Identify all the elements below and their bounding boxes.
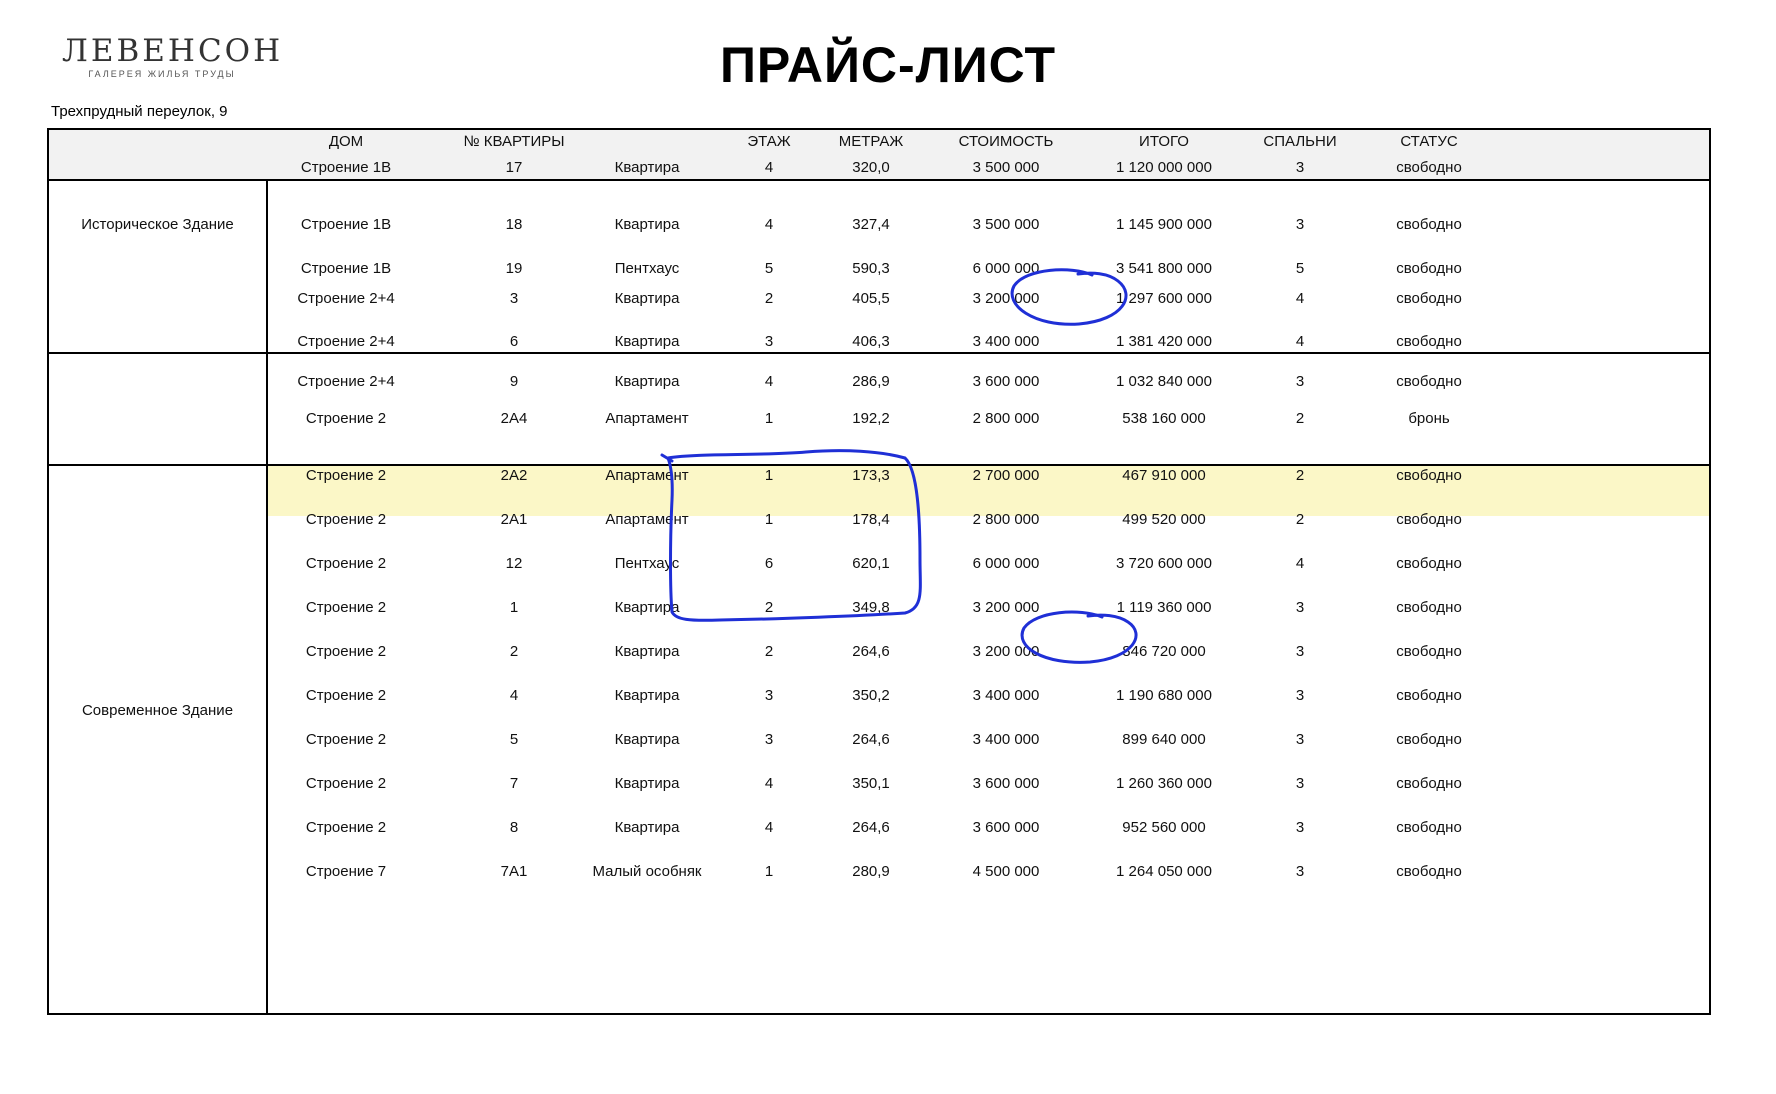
cell-area: 264,6 bbox=[852, 819, 890, 836]
cell-price: 3 500 000 bbox=[972, 216, 1040, 233]
cell-apartment-number: 3 bbox=[509, 290, 519, 307]
cell-bedrooms: 4 bbox=[1295, 290, 1305, 307]
cell-status: свободно bbox=[1396, 290, 1462, 307]
cell-total: 1 381 420 000 bbox=[1116, 333, 1212, 350]
cell-house: Строение 2 bbox=[305, 775, 387, 792]
cell-floor: 1 bbox=[764, 511, 774, 528]
cell-status: свободно bbox=[1396, 863, 1462, 880]
cell-price: 2 700 000 bbox=[972, 467, 1040, 484]
cell-total: 467 910 000 bbox=[1122, 467, 1206, 484]
cell-apartment-number: 8 bbox=[509, 819, 519, 836]
cell-floor: 4 bbox=[764, 775, 774, 792]
cell-type: Квартира bbox=[614, 333, 680, 350]
cell-bedrooms: 2 bbox=[1295, 467, 1305, 484]
cell-floor: 5 bbox=[764, 260, 774, 277]
cell-status: свободно bbox=[1396, 555, 1462, 572]
cell-type: Малый особняк bbox=[592, 863, 702, 880]
cell-apartment-number: 5 bbox=[509, 731, 519, 748]
column-header-house: ДОМ bbox=[328, 133, 364, 150]
logo-tagline: ГАЛЕРЕЯ ЖИЛЬЯ ТРУДЫ bbox=[88, 69, 236, 79]
cell-status: бронь bbox=[1408, 410, 1450, 427]
cell-floor: 4 bbox=[764, 216, 774, 233]
column-header-floor: ЭТАЖ bbox=[747, 133, 791, 150]
cell-floor: 3 bbox=[764, 731, 774, 748]
cell-floor: 6 bbox=[764, 555, 774, 572]
cell-floor: 1 bbox=[764, 467, 774, 484]
cell-house: Строение 7 bbox=[305, 863, 387, 880]
cell-house: Строение 1В bbox=[300, 159, 392, 176]
cell-house: Строение 2 bbox=[305, 687, 387, 704]
cell-price: 3 200 000 bbox=[972, 643, 1040, 660]
cell-type: Квартира bbox=[614, 290, 680, 307]
cell-house: Строение 2 bbox=[305, 467, 387, 484]
cell-price: 6 000 000 bbox=[972, 260, 1040, 277]
cell-type: Квартира bbox=[614, 216, 680, 233]
cell-house: Строение 2 bbox=[305, 555, 387, 572]
cell-status: свободно bbox=[1396, 775, 1462, 792]
cell-house: Строение 2 bbox=[305, 643, 387, 660]
cell-apartment-number: 7 bbox=[509, 775, 519, 792]
cell-area: 349,8 bbox=[852, 599, 890, 616]
cell-total: 846 720 000 bbox=[1122, 643, 1206, 660]
cell-type: Квартира bbox=[614, 643, 680, 660]
cell-total: 1 120 000 000 bbox=[1116, 159, 1212, 176]
cell-total: 1 297 600 000 bbox=[1116, 290, 1212, 307]
cell-apartment-number: 1 bbox=[509, 599, 519, 616]
group-label-modern: Современное Здание bbox=[81, 702, 234, 719]
cell-floor: 1 bbox=[764, 410, 774, 427]
cell-bedrooms: 3 bbox=[1295, 373, 1305, 390]
cell-house: Строение 1В bbox=[300, 216, 392, 233]
cell-area: 280,9 bbox=[852, 863, 890, 880]
group-label-historic: Историческое Здание bbox=[81, 216, 234, 233]
cell-floor: 4 bbox=[764, 819, 774, 836]
cell-total: 899 640 000 bbox=[1122, 731, 1206, 748]
cell-bedrooms: 3 bbox=[1295, 863, 1305, 880]
column-header-price: СТОИМОСТЬ bbox=[958, 133, 1054, 150]
cell-area: 590,3 bbox=[852, 260, 890, 277]
cell-house: Строение 2 bbox=[305, 731, 387, 748]
cell-floor: 2 bbox=[764, 599, 774, 616]
cell-area: 178,4 bbox=[852, 511, 890, 528]
cell-apartment-number: 2А1 bbox=[500, 511, 528, 528]
cell-total: 538 160 000 bbox=[1122, 410, 1206, 427]
cell-price: 3 400 000 bbox=[972, 687, 1040, 704]
cell-status: свободно bbox=[1396, 819, 1462, 836]
cell-price: 3 600 000 bbox=[972, 775, 1040, 792]
cell-floor: 4 bbox=[764, 373, 774, 390]
cell-total: 1 145 900 000 bbox=[1116, 216, 1212, 233]
cell-area: 173,3 bbox=[852, 467, 890, 484]
cell-area: 406,3 bbox=[852, 333, 890, 350]
cell-type: Апартамент bbox=[605, 511, 689, 528]
cell-bedrooms: 4 bbox=[1295, 555, 1305, 572]
cell-floor: 3 bbox=[764, 333, 774, 350]
cell-bedrooms: 3 bbox=[1295, 687, 1305, 704]
cell-price: 3 600 000 bbox=[972, 819, 1040, 836]
column-header-total: ИТОГО bbox=[1139, 133, 1189, 150]
cell-area: 264,6 bbox=[852, 731, 890, 748]
column-header-bedrooms: СПАЛЬНИ bbox=[1263, 133, 1337, 150]
column-header-area: МЕТРАЖ bbox=[838, 133, 904, 150]
cell-bedrooms: 2 bbox=[1295, 511, 1305, 528]
cell-price: 2 800 000 bbox=[972, 410, 1040, 427]
address: Трехпрудный переулок, 9 bbox=[51, 103, 228, 120]
cell-price: 3 200 000 bbox=[972, 290, 1040, 307]
cell-total: 1 032 840 000 bbox=[1116, 373, 1212, 390]
cell-total: 952 560 000 bbox=[1122, 819, 1206, 836]
cell-type: Квартира bbox=[614, 687, 680, 704]
cell-apartment-number: 7А1 bbox=[500, 863, 528, 880]
cell-house: Строение 2 bbox=[305, 599, 387, 616]
cell-status: свободно bbox=[1396, 159, 1462, 176]
cell-apartment-number: 6 bbox=[509, 333, 519, 350]
cell-floor: 2 bbox=[764, 643, 774, 660]
cell-house: Строение 1В bbox=[300, 260, 392, 277]
cell-status: свободно bbox=[1396, 511, 1462, 528]
cell-total: 1 264 050 000 bbox=[1116, 863, 1212, 880]
cell-house: Строение 2 bbox=[305, 819, 387, 836]
cell-floor: 1 bbox=[764, 863, 774, 880]
cell-price: 3 200 000 bbox=[972, 599, 1040, 616]
cell-status: свободно bbox=[1396, 599, 1462, 616]
cell-total: 1 119 360 000 bbox=[1116, 599, 1212, 616]
page-title: ПРАЙС-ЛИСТ bbox=[719, 37, 1057, 93]
cell-price: 2 800 000 bbox=[972, 511, 1040, 528]
cell-bedrooms: 3 bbox=[1295, 819, 1305, 836]
cell-status: свободно bbox=[1396, 467, 1462, 484]
cell-area: 192,2 bbox=[852, 410, 890, 427]
cell-price: 3 600 000 bbox=[972, 373, 1040, 390]
cell-house: Строение 2+4 bbox=[297, 333, 395, 350]
cell-type: Квартира bbox=[614, 731, 680, 748]
cell-type: Квартира bbox=[614, 373, 680, 390]
cell-area: 350,1 bbox=[852, 775, 890, 792]
cell-bedrooms: 4 bbox=[1295, 333, 1305, 350]
cell-type: Пентхаус bbox=[614, 555, 680, 572]
cell-type: Квартира bbox=[614, 159, 680, 176]
cell-type: Пентхаус bbox=[614, 260, 680, 277]
cell-status: свободно bbox=[1396, 687, 1462, 704]
cell-bedrooms: 3 bbox=[1295, 731, 1305, 748]
cell-house: Строение 2+4 bbox=[297, 373, 395, 390]
cell-price: 3 400 000 bbox=[972, 731, 1040, 748]
cell-total: 3 541 800 000 bbox=[1116, 260, 1212, 277]
column-header-apartment-number: № КВАРТИРЫ bbox=[463, 133, 565, 150]
cell-area: 620,1 bbox=[852, 555, 890, 572]
cell-apartment-number: 12 bbox=[505, 555, 523, 572]
cell-total: 3 720 600 000 bbox=[1116, 555, 1212, 572]
cell-house: Строение 2 bbox=[305, 511, 387, 528]
cell-area: 350,2 bbox=[852, 687, 890, 704]
cell-area: 286,9 bbox=[852, 373, 890, 390]
price-table bbox=[47, 128, 1711, 1015]
cell-bedrooms: 2 bbox=[1295, 410, 1305, 427]
cell-price: 3 500 000 bbox=[972, 159, 1040, 176]
cell-price: 4 500 000 bbox=[972, 863, 1040, 880]
cell-apartment-number: 19 bbox=[505, 260, 523, 277]
cell-price: 6 000 000 bbox=[972, 555, 1040, 572]
cell-floor: 4 bbox=[764, 159, 774, 176]
cell-bedrooms: 3 bbox=[1295, 775, 1305, 792]
cell-type: Апартамент bbox=[605, 410, 689, 427]
cell-total: 1 190 680 000 bbox=[1116, 687, 1212, 704]
column-header-status: СТАТУС bbox=[1400, 133, 1458, 150]
cell-apartment-number: 18 bbox=[505, 216, 523, 233]
cell-bedrooms: 3 bbox=[1295, 599, 1305, 616]
group-column-divider bbox=[266, 179, 268, 1013]
cell-status: свободно bbox=[1396, 260, 1462, 277]
cell-bedrooms: 3 bbox=[1295, 216, 1305, 233]
cell-bedrooms: 3 bbox=[1295, 159, 1305, 176]
cell-status: свободно bbox=[1396, 373, 1462, 390]
cell-status: свободно bbox=[1396, 333, 1462, 350]
cell-apartment-number: 2А4 bbox=[500, 410, 528, 427]
cell-apartment-number: 9 bbox=[509, 373, 519, 390]
cell-total: 499 520 000 bbox=[1122, 511, 1206, 528]
cell-bedrooms: 5 bbox=[1295, 260, 1305, 277]
cell-house: Строение 2 bbox=[305, 410, 387, 427]
cell-apartment-number: 2А2 bbox=[500, 467, 528, 484]
cell-apartment-number: 2 bbox=[509, 643, 519, 660]
cell-type: Квартира bbox=[614, 775, 680, 792]
cell-floor: 2 bbox=[764, 290, 774, 307]
cell-apartment-number: 17 bbox=[505, 159, 523, 176]
cell-price: 3 400 000 bbox=[972, 333, 1040, 350]
cell-bedrooms: 3 bbox=[1295, 643, 1305, 660]
cell-type: Квартира bbox=[614, 599, 680, 616]
cell-status: свободно bbox=[1396, 731, 1462, 748]
cell-apartment-number: 4 bbox=[509, 687, 519, 704]
cell-status: свободно bbox=[1396, 216, 1462, 233]
group-separator bbox=[49, 352, 1709, 354]
cell-status: свободно bbox=[1396, 643, 1462, 660]
cell-total: 1 260 360 000 bbox=[1116, 775, 1212, 792]
cell-area: 320,0 bbox=[852, 159, 890, 176]
cell-area: 405,5 bbox=[852, 290, 890, 307]
logo-wordmark: ЛЕВЕНСОН bbox=[62, 33, 284, 69]
cell-floor: 3 bbox=[764, 687, 774, 704]
cell-house: Строение 2+4 bbox=[297, 290, 395, 307]
group-separator bbox=[49, 464, 1709, 466]
cell-area: 327,4 bbox=[852, 216, 890, 233]
cell-type: Квартира bbox=[614, 819, 680, 836]
cell-type: Апартамент bbox=[605, 467, 689, 484]
cell-area: 264,6 bbox=[852, 643, 890, 660]
